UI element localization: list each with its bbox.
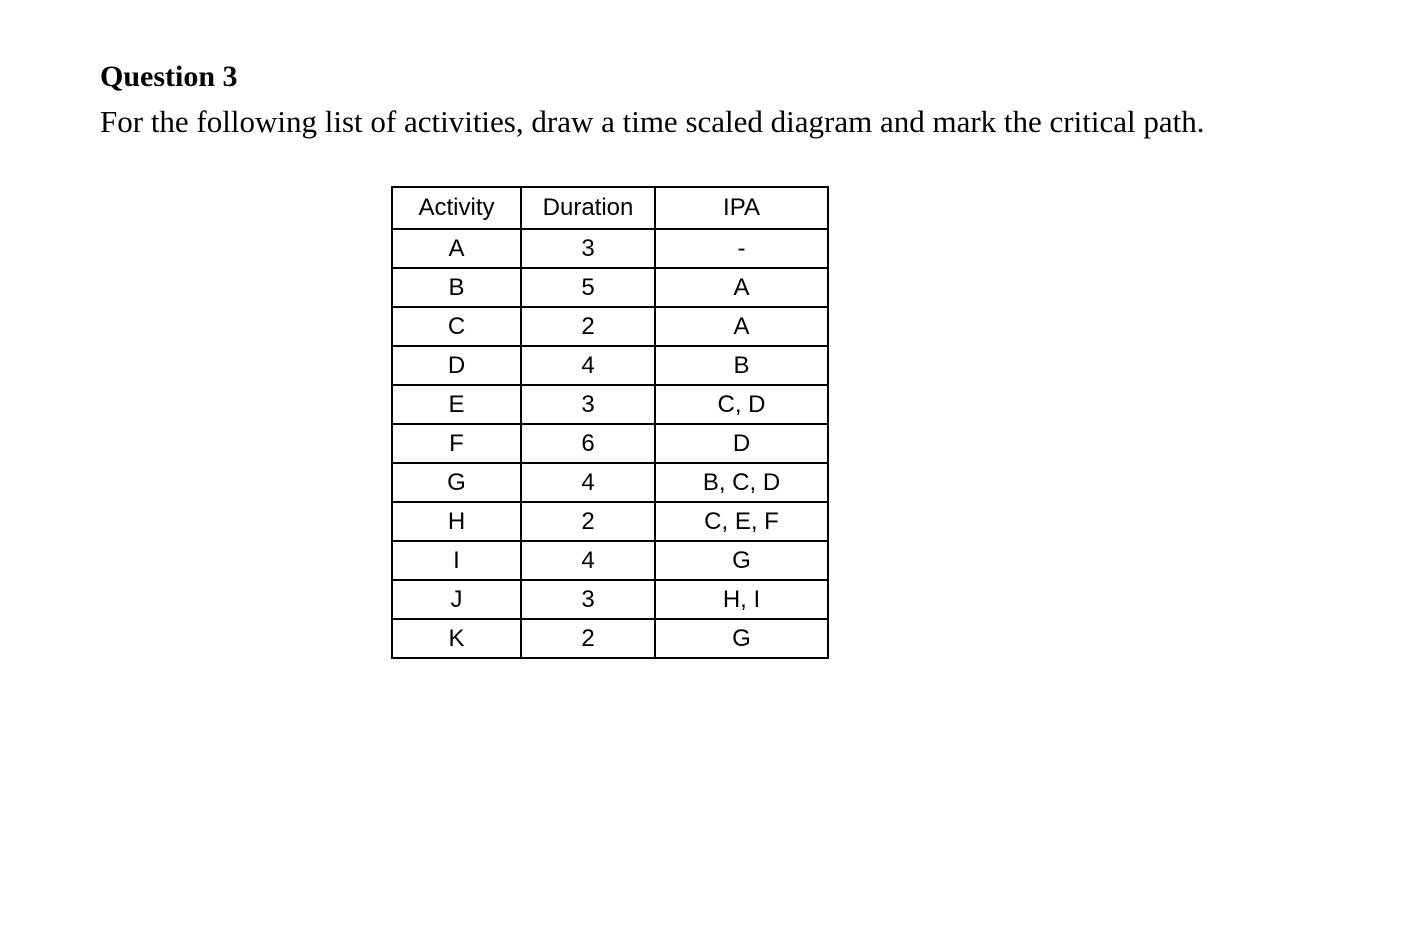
cell-activity: H [392,502,521,541]
cell-ipa: C, D [655,385,828,424]
table-row [392,541,828,580]
cell-duration: 3 [521,580,655,619]
cell-duration: 6 [521,424,655,463]
cell-ipa: B [655,346,828,385]
table-row [392,385,828,424]
cell-activity: D [392,346,521,385]
table-header [392,187,828,229]
table-row [392,424,828,463]
table-row [392,307,828,346]
cell-duration: 2 [521,502,655,541]
cell-activity: F [392,424,521,463]
question-title: Question 3 [100,60,238,93]
cell-ipa: - [655,229,828,268]
cell-activity: E [392,385,521,424]
question-text: For the following list of activities, draw a time scaled diagram and mark the critical path. [100,104,1205,139]
cell-ipa: A [655,268,828,307]
cell-activity: G [392,463,521,502]
table-row [392,268,828,307]
table-body [392,229,828,658]
cell-activity: C [392,307,521,346]
header-ipa: IPA [655,187,828,229]
cell-ipa: G [655,541,828,580]
cell-duration: 2 [521,619,655,658]
activity-table [391,186,829,659]
table-row [392,619,828,658]
cell-duration: 4 [521,463,655,502]
table-row [392,346,828,385]
cell-duration: 2 [521,307,655,346]
cell-activity: B [392,268,521,307]
cell-ipa: B, C, D [655,463,828,502]
table-row [392,463,828,502]
cell-activity: K [392,619,521,658]
header-activity: Activity [392,187,521,229]
cell-duration: 4 [521,346,655,385]
cell-duration: 5 [521,268,655,307]
header-duration: Duration [521,187,655,229]
cell-duration: 4 [521,541,655,580]
cell-activity: A [392,229,521,268]
cell-duration: 3 [521,385,655,424]
cell-duration: 3 [521,229,655,268]
cell-ipa: A [655,307,828,346]
table-row [392,580,828,619]
table-row [392,229,828,268]
cell-ipa: G [655,619,828,658]
header-row [392,187,828,229]
table-row [392,502,828,541]
cell-activity: I [392,541,521,580]
cell-ipa: H, I [655,580,828,619]
cell-activity: J [392,580,521,619]
cell-ipa: C, E, F [655,502,828,541]
cell-ipa: D [655,424,828,463]
